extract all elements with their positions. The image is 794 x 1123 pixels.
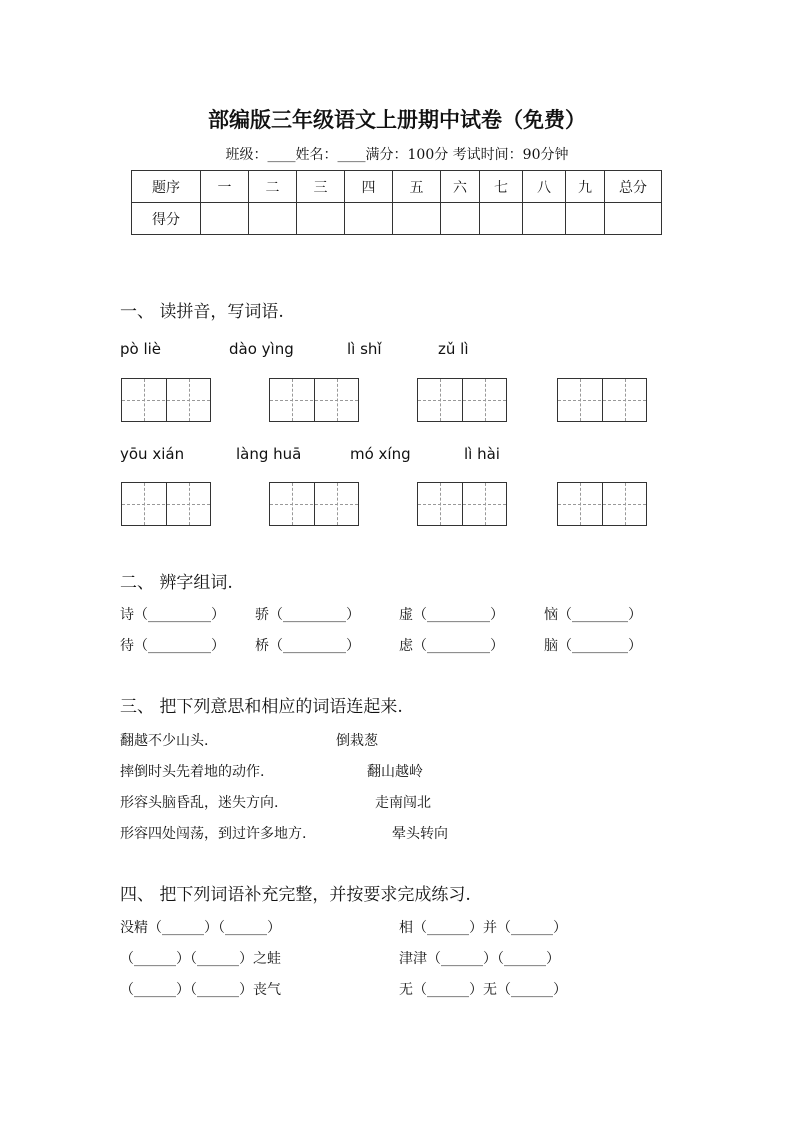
- word-blank[interactable]: 桥（_________）: [255, 638, 360, 654]
- word-blank[interactable]: 诗（_________）: [120, 607, 225, 623]
- section4-heading: 四、 把下列词语补充完整，并按要求完成练习.: [120, 885, 471, 905]
- writing-grid-box[interactable]: [417, 378, 507, 422]
- meaning-item[interactable]: 形容头脑昏乱，迷失方向.: [120, 795, 279, 811]
- score-cell[interactable]: [345, 203, 393, 235]
- header-cell: 九: [566, 171, 605, 203]
- idiom-item[interactable]: 倒栽葱: [336, 733, 378, 749]
- score-cell[interactable]: [201, 203, 249, 235]
- idiom-blank[interactable]: 相（______）并（______）: [399, 920, 567, 936]
- writing-grid-box[interactable]: [121, 482, 211, 526]
- score-table-score-row: [132, 203, 662, 235]
- score-cell[interactable]: [393, 203, 441, 235]
- pinyin-label: yōu xián: [120, 445, 185, 463]
- header-cell: 四: [345, 171, 393, 203]
- idiom-blank[interactable]: 没精（______）（______）: [120, 920, 281, 936]
- header-cell: 七: [480, 171, 523, 203]
- section2-heading: 二、 辨字组词.: [120, 573, 233, 593]
- word-blank[interactable]: 脑（________）: [544, 638, 642, 654]
- pinyin-label: lì hài: [464, 445, 500, 463]
- pinyin-label: dào yìng: [229, 340, 294, 358]
- exam-info: 班级：____姓名：____满分：100分 考试时间：90分钟: [225, 147, 569, 163]
- score-cell[interactable]: [523, 203, 566, 235]
- pinyin-label: zǔ lì: [438, 340, 469, 358]
- pinyin-label: mó xíng: [350, 445, 411, 463]
- writing-grid-box[interactable]: [557, 482, 647, 526]
- score-cell[interactable]: [605, 203, 662, 235]
- header-cell: 二: [249, 171, 297, 203]
- word-blank[interactable]: 虚（_________）: [399, 607, 504, 623]
- meaning-item[interactable]: 翻越不少山头.: [120, 733, 209, 749]
- idiom-blank[interactable]: 津津（______）（______）: [399, 951, 560, 967]
- writing-grid-box[interactable]: [121, 378, 211, 422]
- meaning-item[interactable]: 摔倒时头先着地的动作.: [120, 764, 265, 780]
- row-label: 得分: [132, 203, 201, 235]
- writing-grid-box[interactable]: [557, 378, 647, 422]
- meaning-item[interactable]: 形容四处闯荡，到过许多地方.: [120, 826, 307, 842]
- score-cell[interactable]: [249, 203, 297, 235]
- header-cell: 六: [441, 171, 480, 203]
- idiom-blank[interactable]: 无（______）无（______）: [399, 982, 567, 998]
- pinyin-label: pò liè: [120, 340, 162, 358]
- section3-heading: 三、 把下列意思和相应的词语连起来.: [120, 697, 403, 717]
- header-cell: 八: [523, 171, 566, 203]
- idiom-item[interactable]: 晕头转向: [392, 826, 448, 842]
- score-cell[interactable]: [297, 203, 345, 235]
- word-blank[interactable]: 待（_________）: [120, 638, 225, 654]
- score-cell[interactable]: [566, 203, 605, 235]
- score-table-header-row: [132, 171, 662, 203]
- score-cell[interactable]: [441, 203, 480, 235]
- header-cell: 三: [297, 171, 345, 203]
- header-cell: 五: [393, 171, 441, 203]
- word-blank[interactable]: 恼（________）: [544, 607, 642, 623]
- pinyin-label: lì shǐ: [347, 340, 382, 358]
- word-blank[interactable]: 骄（_________）: [255, 607, 360, 623]
- pinyin-label: làng huā: [236, 445, 302, 463]
- idiom-blank[interactable]: （______）（______）之蛙: [120, 951, 281, 967]
- score-table: [131, 170, 662, 235]
- idiom-item[interactable]: 翻山越岭: [367, 764, 423, 780]
- writing-grid-box[interactable]: [417, 482, 507, 526]
- section1-heading: 一、 读拼音，写词语.: [120, 302, 284, 322]
- word-blank[interactable]: 虑（_________）: [399, 638, 504, 654]
- score-cell[interactable]: [480, 203, 523, 235]
- writing-grid-box[interactable]: [269, 482, 359, 526]
- idiom-blank[interactable]: （______）（______）丧气: [120, 982, 281, 998]
- idiom-item[interactable]: 走南闯北: [375, 795, 431, 811]
- header-cell: 题序: [132, 171, 201, 203]
- page-title: 部编版三年级语文上册期中试卷（免费）: [208, 108, 586, 132]
- header-cell: 总分: [605, 171, 662, 203]
- writing-grid-box[interactable]: [269, 378, 359, 422]
- header-cell: 一: [201, 171, 249, 203]
